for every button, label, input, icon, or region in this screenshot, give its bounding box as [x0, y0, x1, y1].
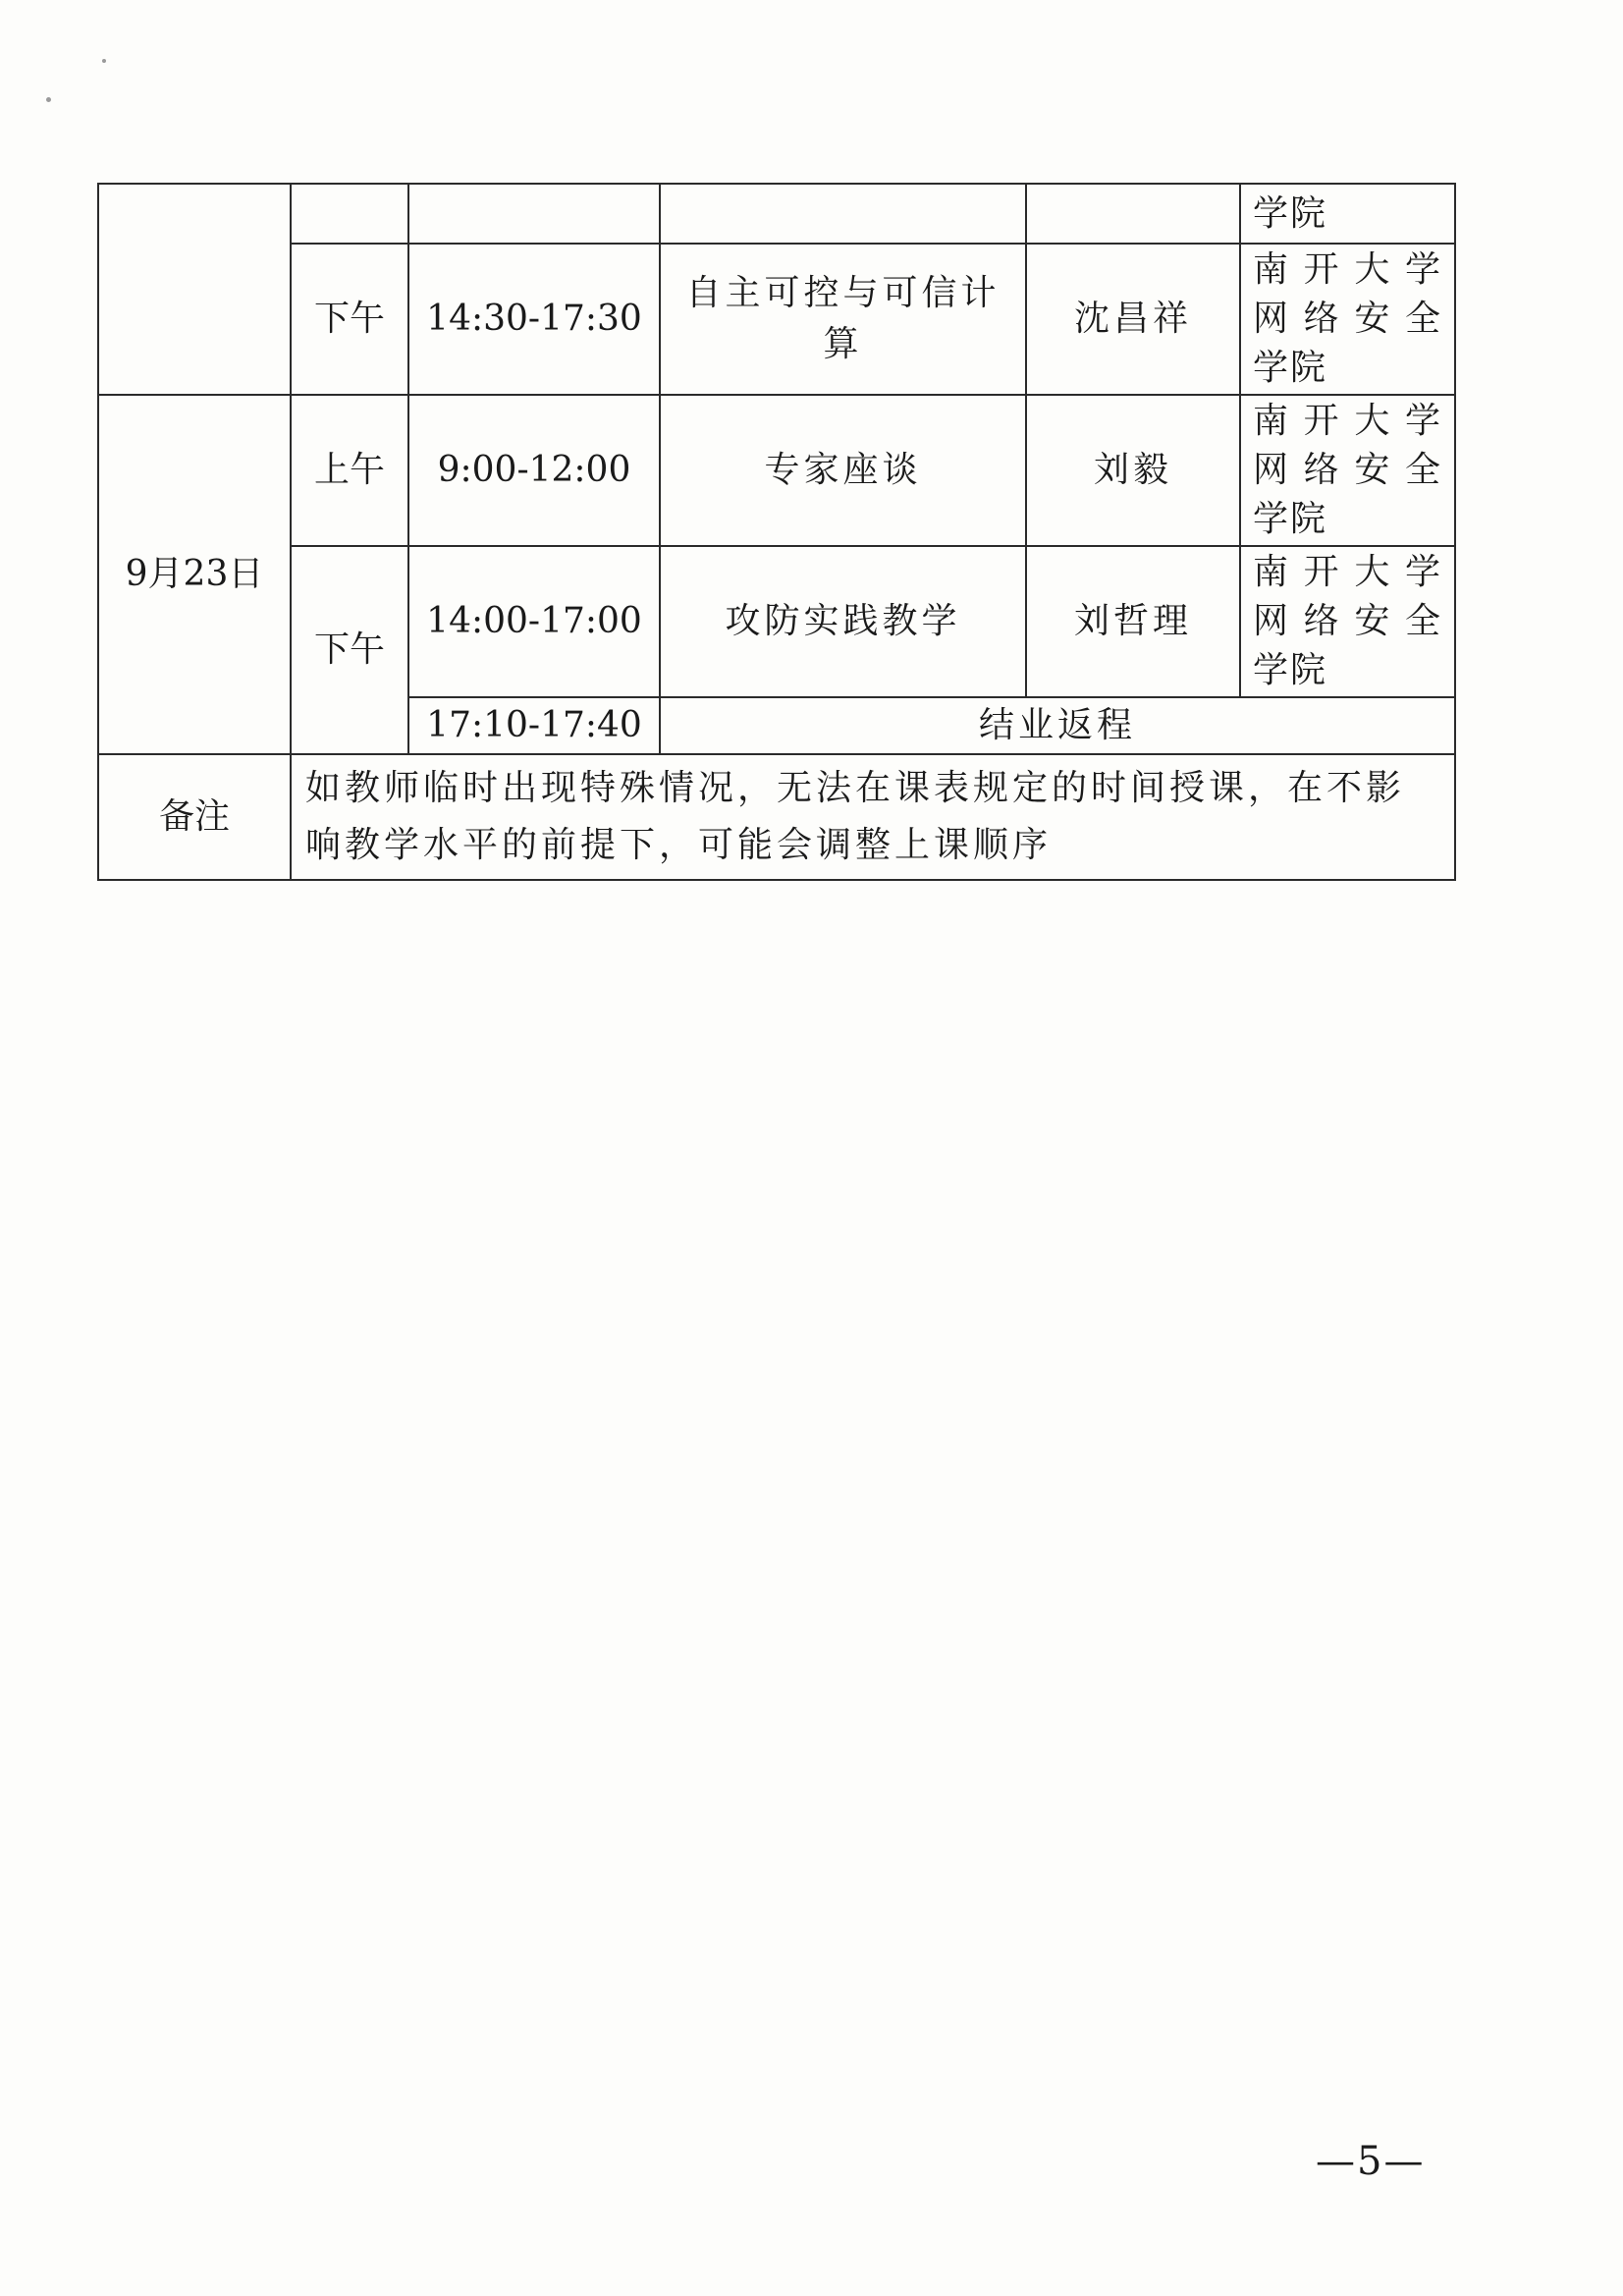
venue-line: 南开大学 [1253, 401, 1442, 441]
period-cell: 上午 [291, 395, 408, 546]
time-cell: 14:30-17:30 [408, 244, 660, 395]
venue-cell [1240, 546, 1455, 697]
venue-line: 网络安全 [1253, 299, 1442, 339]
venue-line: 学院 [1253, 650, 1328, 690]
note-text: 如教师临时出现特殊情况，无法在课表规定的时间授课，在不影响教学水平的前提下，可能会调整上课顺序 [291, 754, 1455, 880]
time-cell: 9:00-12:00 [408, 395, 660, 546]
topic-cell [660, 184, 1026, 244]
topic-cell: 攻防实践教学 [660, 546, 1026, 697]
table-row [98, 244, 1455, 395]
table-row [98, 184, 1455, 244]
time-cell: 14:00-17:00 [408, 546, 660, 697]
date-cell: 9月23日 [98, 395, 291, 754]
teacher-cell: 刘毅 [1026, 395, 1240, 546]
teacher-cell: 沈昌祥 [1026, 244, 1240, 395]
date-cell-empty [98, 184, 291, 395]
period-cell [291, 184, 408, 244]
venue-line: 学院 [1253, 499, 1328, 539]
note-row [98, 754, 1455, 880]
venue-line: 南开大学 [1253, 249, 1442, 290]
scan-speck [46, 97, 51, 102]
teacher-cell: 刘哲理 [1026, 546, 1240, 697]
topic-cell: 专家座谈 [660, 395, 1026, 546]
schedule-table [97, 183, 1456, 881]
table-row [98, 546, 1455, 697]
page-number: —5— [1316, 2139, 1426, 2184]
time-cell: 17:10-17:40 [408, 697, 660, 754]
period-cell: 下午 [291, 546, 408, 754]
scan-speck [102, 59, 106, 63]
venue-line: 南开大学 [1253, 552, 1442, 592]
topic-cell: 自主可控与可信计算 [660, 244, 1026, 395]
venue-line: 学院 [1253, 348, 1328, 388]
venue-line: 网络安全 [1253, 601, 1442, 641]
venue-line: 网络安全 [1253, 450, 1442, 490]
venue-cell [1240, 395, 1455, 546]
teacher-cell [1026, 184, 1240, 244]
table-row [98, 395, 1455, 546]
venue-cell [1240, 244, 1455, 395]
closing-cell: 结业返程 [660, 697, 1455, 754]
note-label: 备注 [98, 754, 291, 880]
period-cell: 下午 [291, 244, 408, 395]
time-cell [408, 184, 660, 244]
venue-cell: 学院 [1240, 184, 1455, 244]
